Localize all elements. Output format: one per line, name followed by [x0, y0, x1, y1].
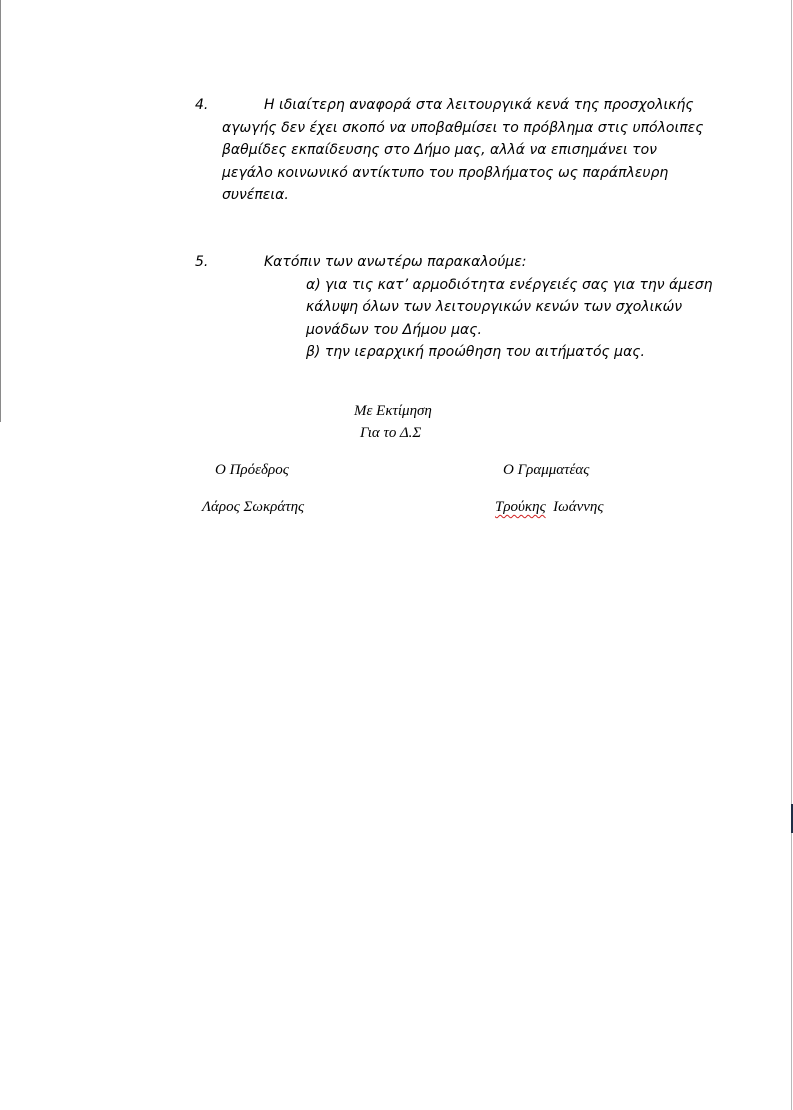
- item-5-number: 5.: [195, 254, 209, 270]
- item-4-number: 4.: [195, 97, 209, 113]
- item-5-subitem-line: κάλυψη όλων των λειτουργικών κενών των σχολικών: [306, 299, 683, 315]
- item-4-first-line: Η ιδιαίτερη αναφορά στα λειτουργικά κενά της προσχολικής: [264, 97, 694, 113]
- page-left-edge: [0, 0, 1, 422]
- page-right-edge: [791, 0, 792, 1110]
- closing-board: Για το Δ.Σ: [360, 425, 422, 441]
- item-4-line: αγωγής δεν έχει σκοπό να υποβαθμίσει το πρόβλημα στις υπόλοιπες: [222, 119, 704, 136]
- president-name: Λάρος Σωκράτης: [202, 499, 305, 515]
- item-5-first-line: Κατόπιν των ανωτέρω παρακαλούμε:: [264, 254, 527, 270]
- item-4-line: βαθμίδες εκπαίδευσης στο Δήμο μας, αλλά να επισημάνει τον: [222, 142, 657, 158]
- president-title: Ο Πρόεδρος: [215, 462, 289, 478]
- item-5-subitem-line: α) για τις κατ’ αρμοδιότητα ενέργειές σας για την άμεση: [306, 276, 713, 293]
- secretary-title: Ο Γραμματέας: [503, 462, 590, 478]
- secretary-surname-misspelled: Τρούκης: [495, 499, 546, 515]
- item-4-line: συνέπεια.: [222, 187, 289, 203]
- closing-regards: Με Εκτίμηση: [354, 403, 432, 419]
- secretary-firstname: Ιωάννης: [553, 499, 604, 515]
- item-5-subitem-line: β) την ιεραρχική προώθηση του αιτήματός μας.: [306, 344, 645, 360]
- item-4-line: μεγάλο κοινωνικό αντίκτυπο του προβλήματος ως παράπλευρη: [222, 164, 669, 181]
- secretary-name: [495, 496, 603, 518]
- item-5-subitem-line: μονάδων του Δήμου μας.: [306, 321, 482, 338]
